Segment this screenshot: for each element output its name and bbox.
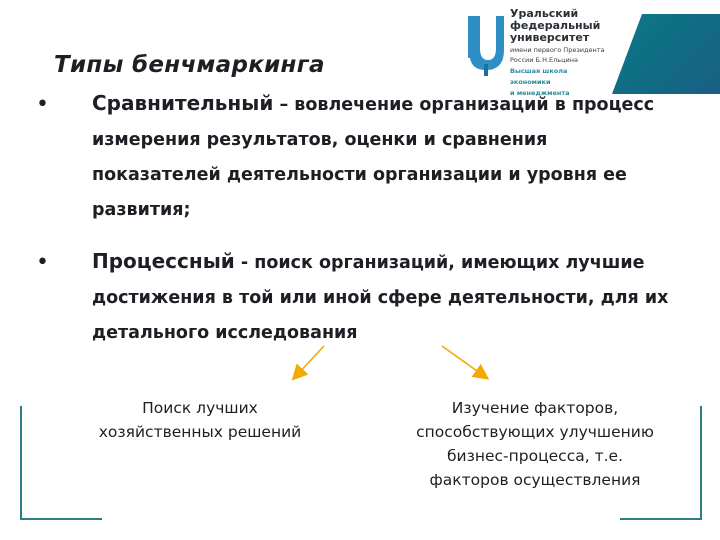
bullet-2-text: поиск организаций, имеющих лучшие достижения в той или иной сфере деятельности, для их детального исследования: [92, 253, 669, 343]
arrow-left: [296, 346, 324, 376]
bullet-marker-2: •: [36, 250, 49, 275]
slide-title: Типы бенчмаркинга: [54, 52, 325, 78]
outcome-right-line-2: способствующих улучшению: [416, 423, 654, 441]
outcome-left-line-2: хозяйственных решений: [98, 423, 302, 441]
logo-name-line-3: университет: [510, 31, 590, 44]
university-logo-icon: [466, 14, 506, 76]
outcome-left-line-1: Поиск лучших: [142, 399, 258, 417]
arrow-right: [442, 346, 484, 376]
arrows-diagram: [280, 340, 500, 386]
bullet-1-dash: –: [273, 95, 295, 115]
frame-right-vertical: [700, 406, 702, 520]
bullet-2-head: Процессный: [92, 249, 235, 273]
frame-right-horizontal: [620, 518, 702, 520]
frame-left-vertical: [20, 406, 22, 520]
outcome-right-line-4: факторов осуществления: [429, 471, 641, 489]
logo-name-line-2: федеральный: [510, 19, 601, 32]
bullet-1-head: Сравнительный: [92, 91, 274, 115]
header-accent-bar: [612, 14, 720, 94]
bullet-1-text: вовлечение организаций в процесс измерения результатов, оценки и сравнения показателей деятельности организации и уровня ее развития;: [92, 95, 655, 220]
bullet-1: [92, 86, 682, 228]
logo-name-line-1: Уральский: [510, 7, 579, 20]
logo-school-line-1: Высшая школа: [510, 67, 568, 75]
frame-left-horizontal: [20, 518, 102, 520]
outcome-left: [50, 396, 350, 444]
outcome-right-line-3: бизнес-процесса, т.е.: [446, 447, 624, 465]
logo-sub-line-1: имени первого Президента: [510, 46, 605, 54]
bullet-2: [92, 244, 682, 351]
outcome-right: [370, 396, 700, 492]
university-logo-text: [510, 8, 610, 97]
logo-sub-line-2: России Б.Н.Ельцина: [510, 56, 579, 64]
outcome-right-line-1: Изучение факторов,: [451, 399, 619, 417]
bullet-marker-1: •: [36, 92, 49, 117]
logo-school-line-2: экономики: [510, 78, 551, 86]
bullet-2-dash: -: [234, 253, 255, 273]
logo-school-line-3: и менеджмента: [510, 89, 570, 97]
